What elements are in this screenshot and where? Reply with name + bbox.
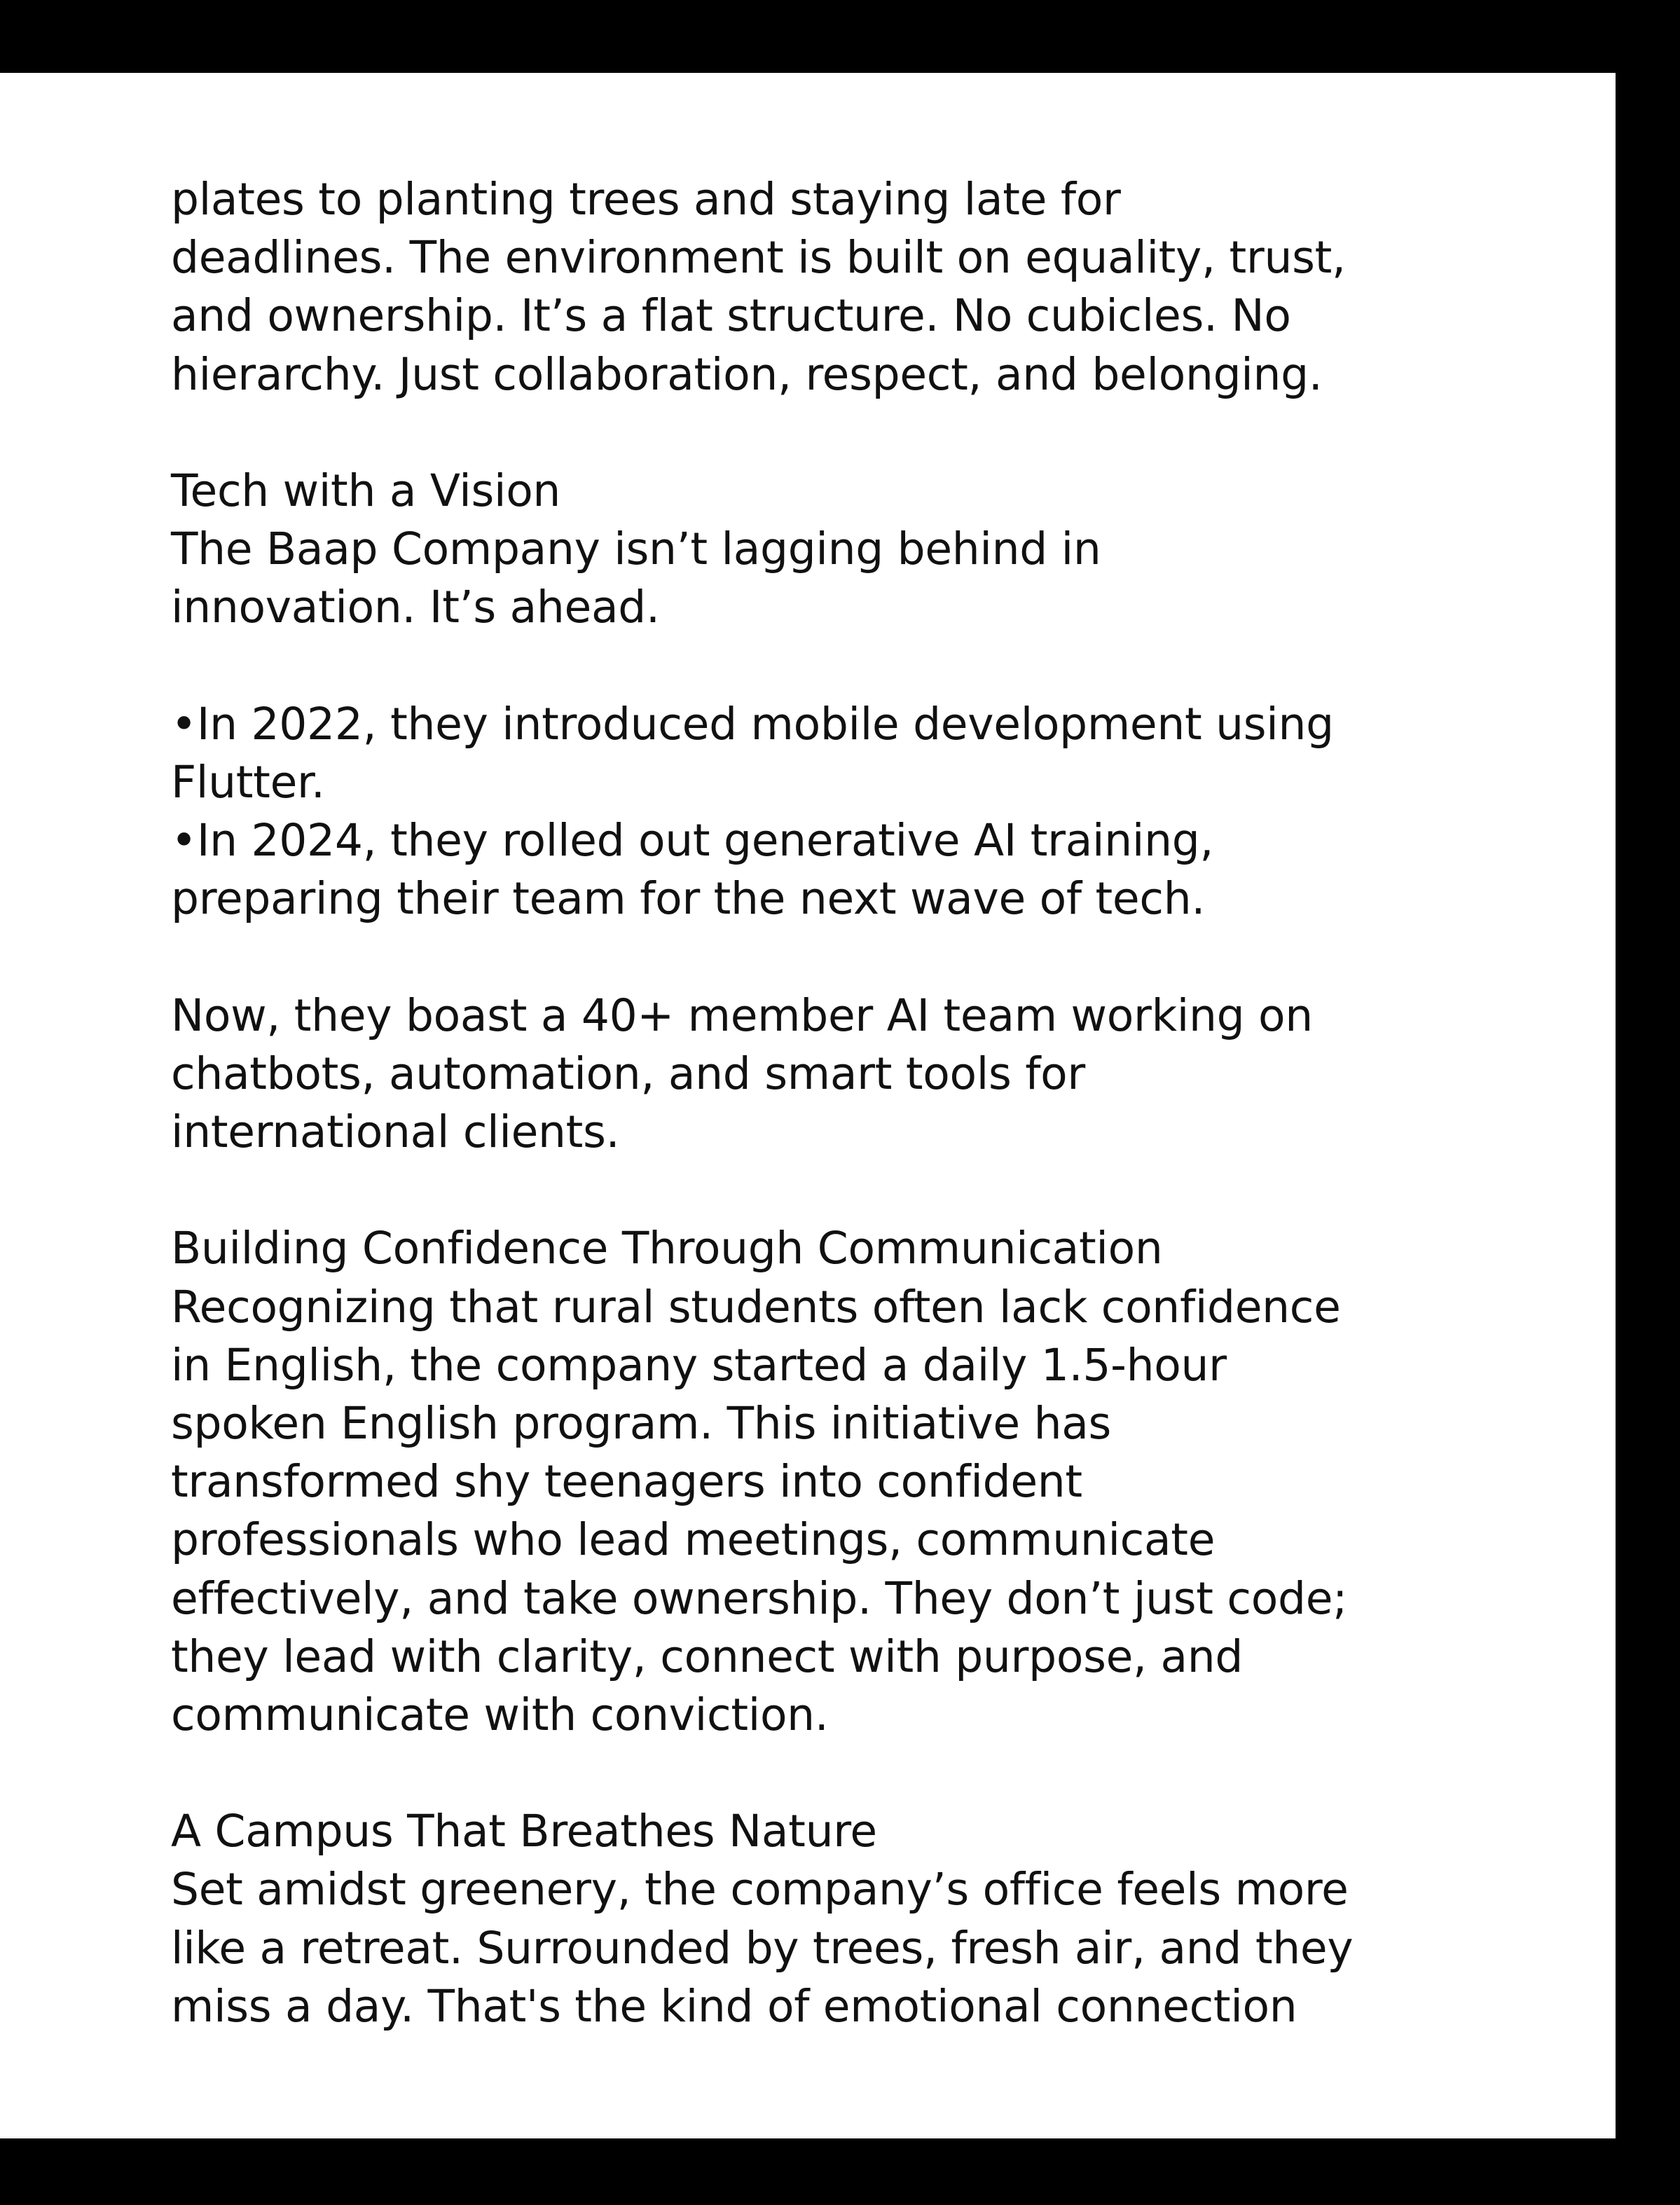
body-line: effectively, and take ownership. They don’t just code; [171, 1572, 1348, 1624]
section-heading-tech: Tech with a Vision [171, 465, 561, 516]
paragraph-spacer [171, 404, 1572, 462]
document-body [171, 170, 1572, 2035]
body-line: communicate with conviction. [171, 1689, 829, 1740]
section-heading-campus: A Campus That Breathes Nature [171, 1806, 877, 1857]
body-line: and ownership. It’s a flat structure. No cubicles. No [171, 290, 1291, 342]
body-line: spoken English program. This initiative has [171, 1397, 1112, 1449]
paragraph-spacer [171, 1161, 1572, 1219]
body-line: plates to planting trees and staying late for [171, 174, 1121, 225]
bullet-line: •In 2024, they rolled out generative AI training, [171, 815, 1214, 867]
section-heading-communication: Building Confidence Through Communication [171, 1223, 1163, 1275]
body-line: international clients. [171, 1106, 620, 1158]
paragraph-spacer [171, 637, 1572, 695]
body-line: professionals who lead meetings, communicate [171, 1514, 1216, 1566]
body-line: Now, they boast a 40+ member AI team working on [171, 989, 1313, 1041]
bullet-line: •In 2022, they introduced mobile development using [171, 698, 1334, 750]
body-line: hierarchy. Just collaboration, respect, and belonging. [171, 348, 1323, 400]
bullet-line: Flutter. [171, 756, 325, 808]
paragraph-spacer [171, 928, 1572, 986]
paragraph-spacer [171, 1744, 1572, 1802]
body-line: like a retreat. Surrounded by trees, fresh air, and they [171, 1922, 1354, 1974]
body-line: in English, the company started a daily 1.5-hour [171, 1339, 1227, 1391]
body-line: innovation. It’s ahead. [171, 582, 660, 633]
body-line: Recognizing that rural students often lack confidence [171, 1281, 1341, 1333]
bullet-line: preparing their team for the next wave of tech. [171, 873, 1206, 925]
body-line: transformed shy teenagers into confident [171, 1456, 1082, 1508]
body-line: they lead with clarity, connect with purpose, and [171, 1630, 1244, 1682]
body-line: deadlines. The environment is built on equality, trust, [171, 232, 1346, 284]
body-line: chatbots, automation, and smart tools for [171, 1047, 1085, 1099]
body-line: Set amidst greenery, the company’s office feels more [171, 1864, 1349, 1916]
document-page [0, 73, 1616, 2138]
body-line: The Baap Company isn’t lagging behind in [171, 523, 1101, 575]
body-line: miss a day. That's the kind of emotional connection [171, 1980, 1297, 2032]
